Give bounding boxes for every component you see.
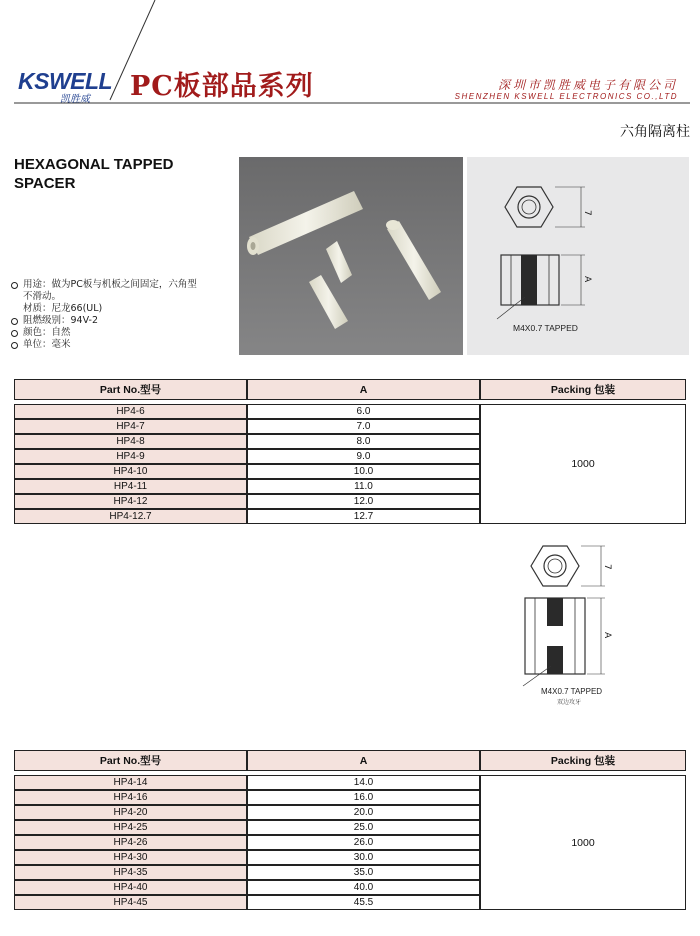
drawing2-thread-label: M4X0.7 TAPPED [541,687,603,696]
a-cell: 45.5 [247,895,480,910]
part-no-cell: HP4-35 [14,865,247,880]
header-a: A [247,379,480,400]
drawing2-note: 双边攻牙 [557,699,582,706]
header-packing: Packing 包装 [480,379,686,400]
spacer-photo-illustration [239,157,463,355]
part-no-cell: HP4-10 [14,464,247,479]
product-name-cn: 六角隔离柱 [620,124,690,140]
spec-unit: 单位：毫米 [10,339,233,351]
header-a: A [247,750,480,771]
a-cell: 7.0 [247,419,480,434]
product-photo [239,157,463,355]
spec-color: 颜色：自然 [10,327,233,339]
technical-drawing-double [505,538,625,708]
a-cell: 35.0 [247,865,480,880]
drawing2-hex-dim: 7 [602,564,612,570]
product-title [14,155,214,193]
a-cell: 8.0 [247,434,480,449]
part-no-cell: HP4-12.7 [14,509,247,524]
a-cell: 12.0 [247,494,480,509]
drawing-single-svg [467,157,689,355]
part-no-cell: HP4-11 [14,479,247,494]
spec-usage: 用途：做为PC板与机板之间固定，六角型 [10,279,233,291]
brand-logo-cn: 凯胜威 [60,94,90,105]
part-no-cell: HP4-14 [14,775,247,790]
a-cell: 14.0 [247,775,480,790]
drawing1-a-dim: A [582,276,592,283]
part-no-cell: HP4-26 [14,835,247,850]
brand-logo: KSWELL [18,68,113,94]
table-row [14,404,686,419]
table-row [14,775,686,790]
part-no-cell: HP4-30 [14,850,247,865]
technical-drawing-single [467,157,689,355]
a-cell: 12.7 [247,509,480,524]
series-title: PC板部品系列 [130,71,314,102]
a-cell: 6.0 [247,404,480,419]
table1-header [14,379,686,400]
drawing1-hex-dim: 7 [582,210,592,216]
a-cell: 30.0 [247,850,480,865]
product-title-line2: SPACER [14,175,76,192]
part-no-cell: HP4-9 [14,449,247,464]
a-cell: 25.0 [247,820,480,835]
spec-usage-cont: 不滑动。 [23,291,62,302]
spec-material: 材质：尼龙66(UL) [23,303,103,314]
header-part-no: Part No.型号 [14,750,247,771]
spec-table-2 [14,750,686,910]
a-cell: 11.0 [247,479,480,494]
part-no-cell: HP4-45 [14,895,247,910]
packing-cell: 1000 [480,775,686,910]
drawing2-a-dim: A [602,632,612,639]
part-no-cell: HP4-25 [14,820,247,835]
part-no-cell: HP4-6 [14,404,247,419]
table2-header [14,750,686,771]
a-cell: 26.0 [247,835,480,850]
part-no-cell: HP4-7 [14,419,247,434]
part-no-cell: HP4-40 [14,880,247,895]
spec-list [10,279,233,351]
part-no-cell: HP4-20 [14,805,247,820]
part-no-cell: HP4-16 [14,790,247,805]
header-part-no: Part No.型号 [14,379,247,400]
company-name-cn: 深圳市凯胜威电子有限公司 [497,78,678,92]
a-cell: 9.0 [247,449,480,464]
packing-cell: 1000 [480,404,686,524]
a-cell: 16.0 [247,790,480,805]
part-no-cell: HP4-12 [14,494,247,509]
a-cell: 10.0 [247,464,480,479]
spec-flame: 阻燃级别：94V-2 [10,315,233,327]
header-packing: Packing 包装 [480,750,686,771]
drawing1-thread-label: M4X0.7 TAPPED [513,323,578,333]
company-name-en: SHENZHEN KSWELL ELECTRONICS CO.,LTD [454,92,678,101]
product-title-line1: HEXAGONAL TAPPED [14,156,174,173]
drawing-double-svg [505,538,625,708]
part-no-cell: HP4-8 [14,434,247,449]
spec-table-1 [14,379,686,524]
a-cell: 40.0 [247,880,480,895]
a-cell: 20.0 [247,805,480,820]
